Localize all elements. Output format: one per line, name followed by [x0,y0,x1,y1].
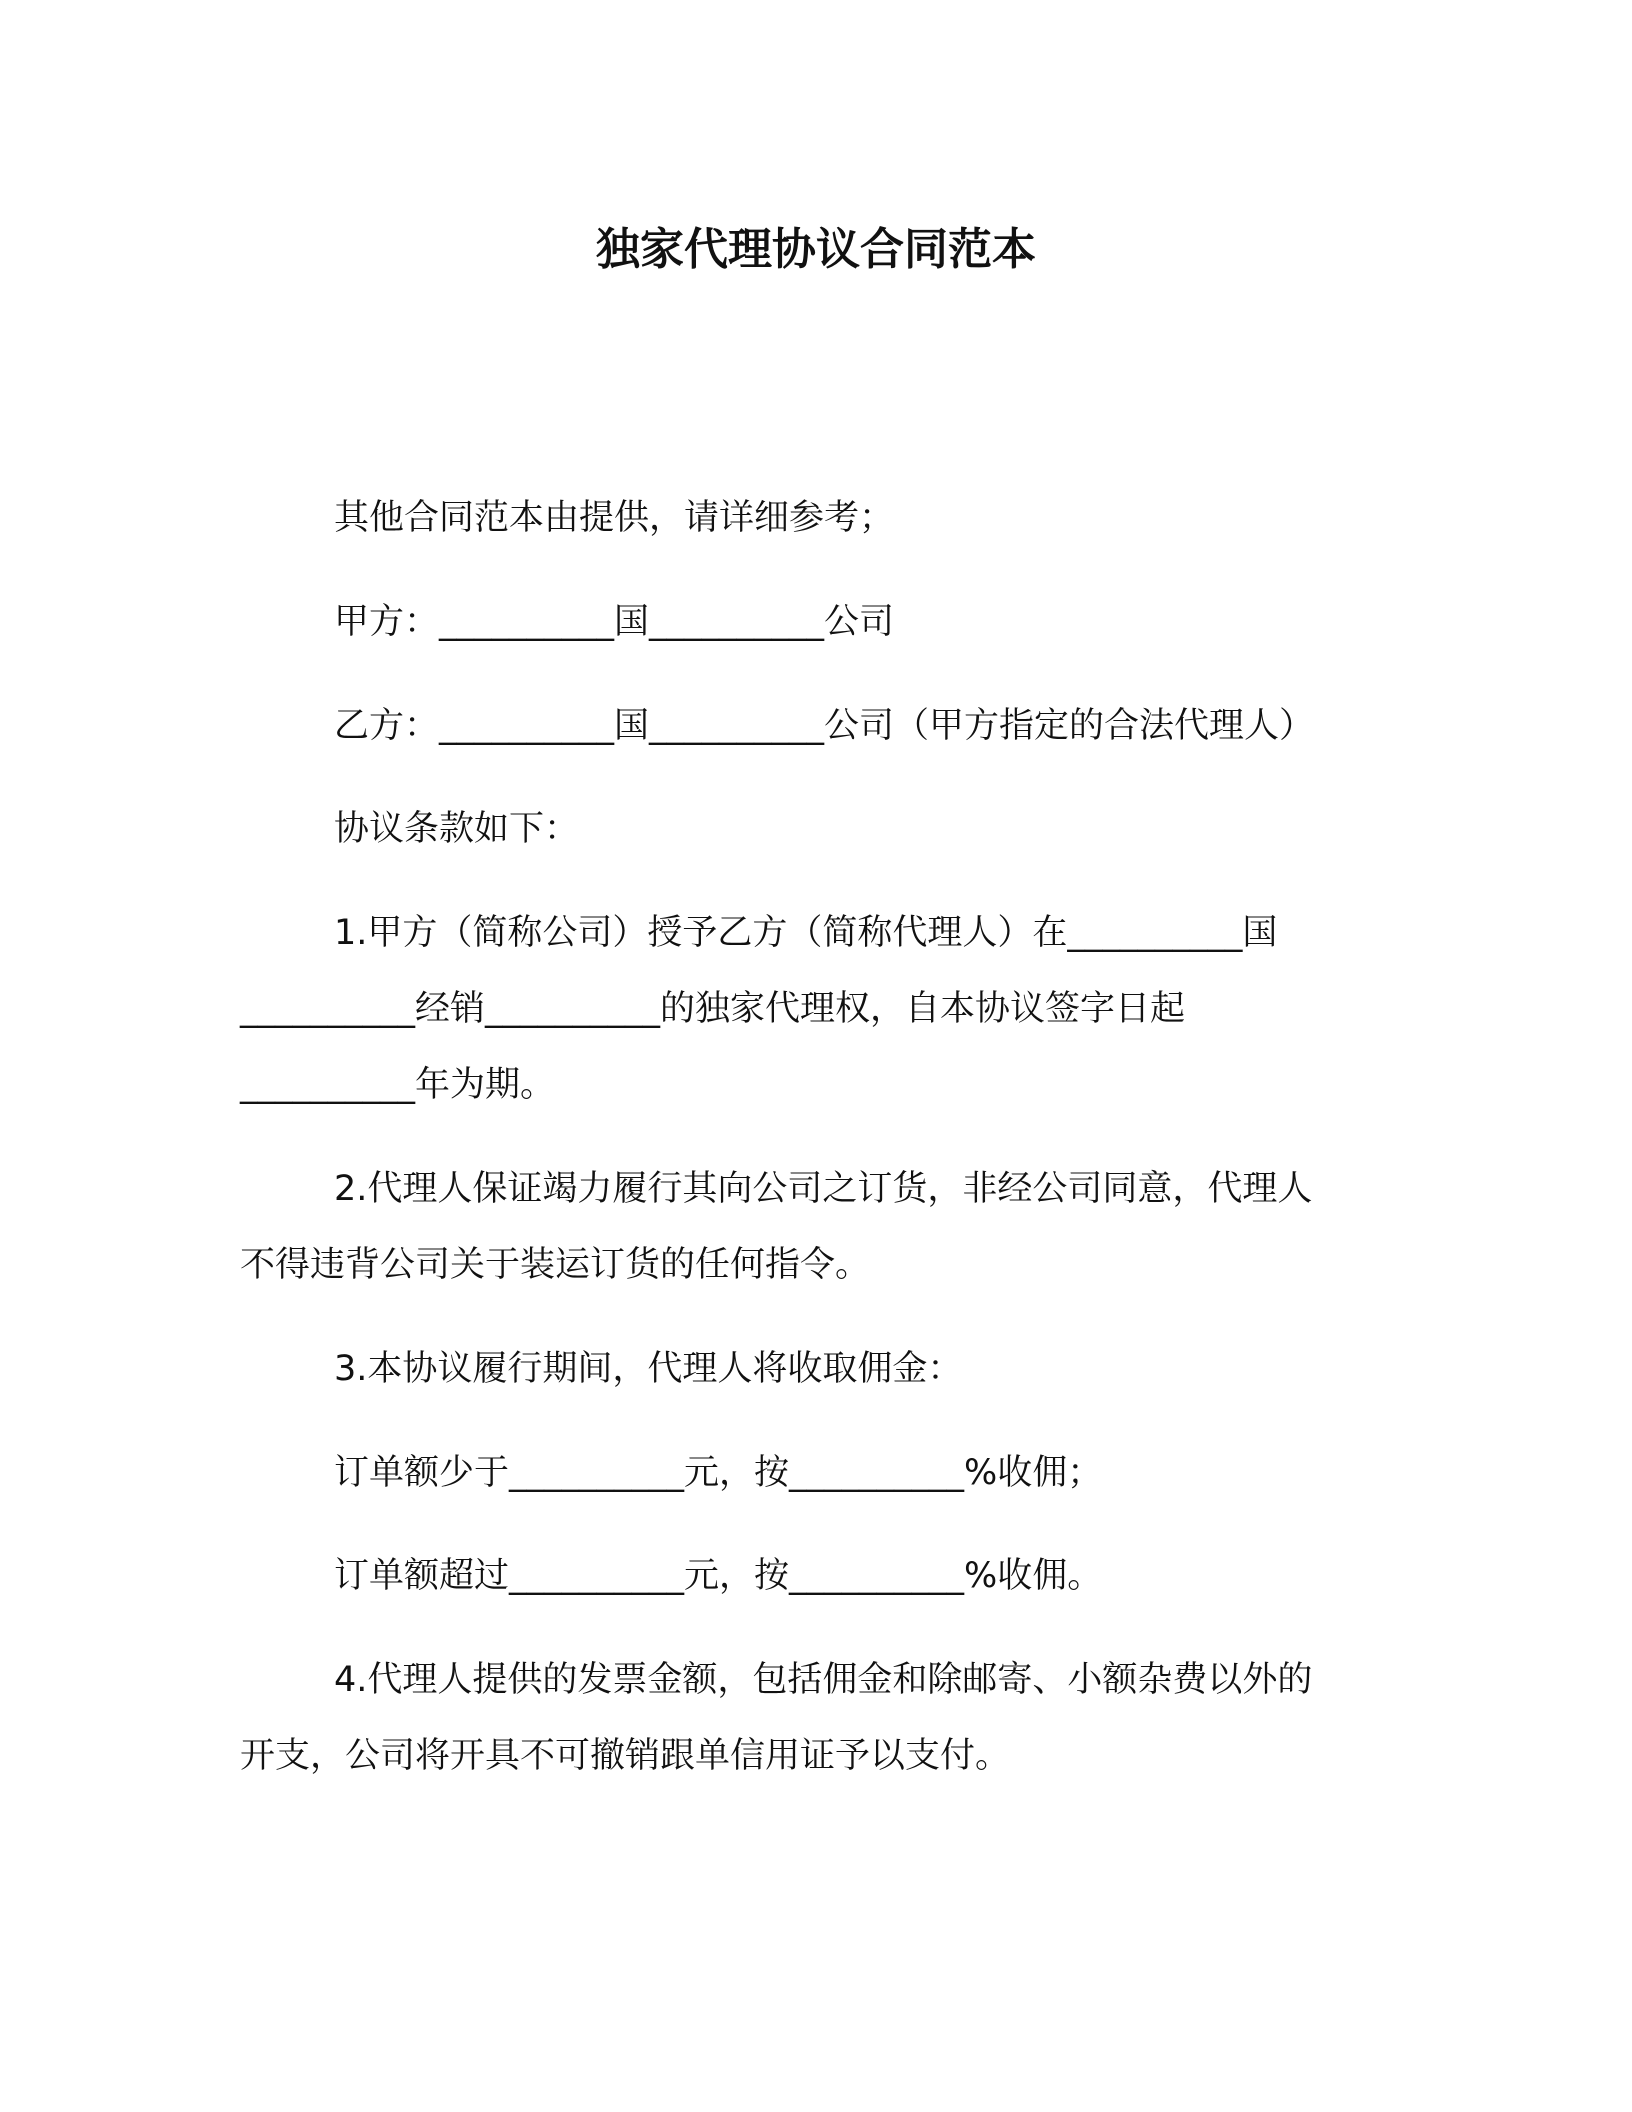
document-title: 独家代理协议合同范本 [596,224,1036,275]
clause-3-text: 3.本协议履行期间，代理人将收取佣金： [334,1349,963,1389]
party-b-line: 乙方：__________国__________公司（甲方指定的合法代理人） [334,706,1315,746]
clause-2-line-2: 不得违背公司关于装运订货的任何指令。 [240,1245,871,1285]
clause-1-line-1: 1.甲方（简称公司）授予乙方（简称代理人）在__________国 [334,913,1278,953]
clause-1-line-2: __________经销__________的独家代理权，自本协议签字日起 [240,989,1186,1029]
commission-below-line: 订单额少于__________元，按__________%收佣； [334,1453,1103,1493]
clause-1-line-3: __________年为期。 [240,1065,556,1105]
intro-text: 其他合同范本由提供，请详细参考； [334,498,895,538]
clause-4-line-1: 4.代理人提供的发票金额，包括佣金和除邮寄、小额杂费以外的 [334,1660,1313,1700]
commission-above-line: 订单额超过__________元，按__________%收佣。 [334,1556,1103,1596]
clause-4-line-2: 开支，公司将开具不可撤销跟单信用证予以支付。 [240,1736,1011,1776]
clause-2-line-1: 2.代理人保证竭力履行其向公司之订货，非经公司同意，代理人 [334,1169,1313,1209]
terms-heading: 协议条款如下： [334,809,580,849]
party-a-line: 甲方：__________国__________公司 [334,602,895,642]
